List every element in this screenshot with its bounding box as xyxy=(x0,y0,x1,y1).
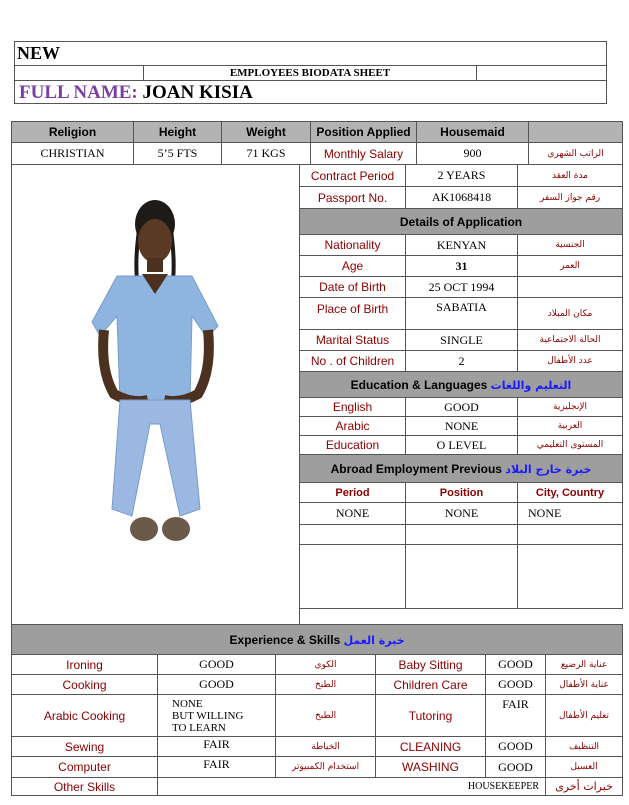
skill-sewing-arabic: الخياطة xyxy=(276,737,376,757)
skill-sewing-label: Sewing xyxy=(12,737,158,757)
skill-cooking-label: Cooking xyxy=(12,675,158,695)
education-value: O LEVEL xyxy=(406,436,518,455)
header-block xyxy=(14,41,607,104)
contract-period-value: 2 YEARS xyxy=(406,165,518,187)
contract-period-label: Contract Period xyxy=(300,165,406,187)
education-title-arabic: التعليم واللغات xyxy=(490,378,572,392)
skill-tutoring-value: FAIR xyxy=(486,695,546,737)
english-arabic: الإنجليزية xyxy=(518,398,623,417)
abroad-position-value: NONE xyxy=(406,503,518,525)
education-label: Education xyxy=(300,436,406,455)
arabic-value: NONE xyxy=(406,417,518,436)
education-section-title xyxy=(300,372,623,398)
age-value: 31 xyxy=(406,256,518,277)
skill-baby-sitting-label: Baby Sitting xyxy=(376,655,486,675)
details-section-title: Details of Application xyxy=(300,209,623,235)
experience-section-title xyxy=(12,625,623,655)
status-label: NEW xyxy=(17,43,61,63)
abroad-city-value: NONE xyxy=(518,503,623,525)
experience-title: Experience & Skills xyxy=(229,632,341,647)
contract-value: 900 xyxy=(417,143,529,165)
age-arabic: العمر xyxy=(518,256,623,277)
skill-ironing-arabic: الكوي xyxy=(276,655,376,675)
abroad-position-header: Position xyxy=(406,483,518,503)
place-of-birth-value: SABATIA xyxy=(406,298,518,330)
top-info-table xyxy=(11,121,623,165)
skill-computer-value: FAIR xyxy=(158,757,276,778)
sheet-title: EMPLOYEES BIODATA SHEET xyxy=(229,67,391,79)
arabic-label: Arabic xyxy=(300,417,406,436)
arabic-arabic: العربية xyxy=(518,417,623,436)
other-skills-arabic: خبرات أخرى xyxy=(546,778,623,796)
height-header: Height xyxy=(134,122,222,143)
contract-arabic: الراتب الشهري xyxy=(529,143,623,165)
passport-value: AK1068418 xyxy=(406,187,518,209)
skill-cleaning-arabic: التنظيف xyxy=(546,737,623,757)
contract-table xyxy=(299,164,623,609)
skill-cooking-arabic: الطبخ xyxy=(276,675,376,695)
abroad-period-value: NONE xyxy=(300,503,406,525)
height-value: 5’5 FTS xyxy=(134,143,222,165)
place-of-birth-label: Place of Birth xyxy=(300,298,406,330)
employee-photo xyxy=(12,164,299,624)
weight-header: Weight xyxy=(222,122,311,143)
education-title: Education & Languages xyxy=(350,377,488,392)
experience-title-arabic: خبرة العمل xyxy=(343,633,405,647)
children-label: No . of Children xyxy=(300,351,406,372)
english-label: English xyxy=(300,398,406,417)
marital-status-value: SINGLE xyxy=(406,330,518,351)
skill-ironing-value: GOOD xyxy=(158,655,276,675)
skill-ironing-label: Ironing xyxy=(12,655,158,675)
skill-cleaning-value: GOOD xyxy=(486,737,546,757)
passport-arabic: رقم جواز السفر xyxy=(518,187,623,209)
abroad-title: Abroad Employment Previous xyxy=(330,461,502,476)
other-skills-value: HOUSEKEEPER xyxy=(158,778,546,796)
abroad-period-header: Period xyxy=(300,483,406,503)
dob-value: 25 OCT 1994 xyxy=(406,277,518,298)
skill-children-care-label: Children Care xyxy=(376,675,486,695)
skill-cooking-value: GOOD xyxy=(158,675,276,695)
skill-tutoring-label: Tutoring xyxy=(376,695,486,737)
skill-washing-value: GOOD xyxy=(486,757,546,778)
skill-computer-label: Computer xyxy=(12,757,158,778)
skill-arabic-cooking-label: Arabic Cooking xyxy=(12,695,158,737)
abroad-city-header: City, Country xyxy=(518,483,623,503)
skill-computer-arabic: استخدام الكمبيوتر xyxy=(276,757,376,778)
nationality-value: KENYAN xyxy=(406,235,518,256)
passport-label: Passport No. xyxy=(300,187,406,209)
status-row xyxy=(15,42,606,66)
full-name-label: FULL NAME: xyxy=(19,82,138,103)
marital-status-label: Marital Status xyxy=(300,330,406,351)
skill-arabic-cooking-value: NONE BUT WILLING TO LEARN xyxy=(158,695,276,737)
skill-children-care-arabic: عناية الأطفال xyxy=(546,675,623,695)
title-row xyxy=(15,66,606,81)
skill-arabic-cooking-arabic: الطبخ xyxy=(276,695,376,737)
skill-baby-sitting-value: GOOD xyxy=(486,655,546,675)
skill-cleaning-label: CLEANING xyxy=(376,737,486,757)
religion-value: CHRISTIAN xyxy=(12,143,134,165)
english-value: GOOD xyxy=(406,398,518,417)
age-label: Age xyxy=(300,256,406,277)
weight-value: 71 KGS xyxy=(222,143,311,165)
other-skills-label: Other Skills xyxy=(12,778,158,796)
skill-children-care-value: GOOD xyxy=(486,675,546,695)
religion-header: Religion xyxy=(12,122,134,143)
skill-baby-sitting-arabic: عناية الرضيع xyxy=(546,655,623,675)
education-arabic: المستوى التعليمي xyxy=(518,436,623,455)
nationality-label: Nationality xyxy=(300,235,406,256)
abroad-title-arabic: خبرة خارج البلاد xyxy=(505,462,592,476)
position-applied-header: Position Applied xyxy=(311,122,417,143)
full-name-row xyxy=(19,82,599,104)
marital-status-arabic: الحالة الاجتماعية xyxy=(518,330,623,351)
photo-area xyxy=(11,164,300,625)
dob-arabic xyxy=(518,277,623,298)
nationality-arabic: الجنسية xyxy=(518,235,623,256)
place-of-birth-arabic: مكان الميلاد xyxy=(518,298,623,330)
children-arabic: عدد الأطفال xyxy=(518,351,623,372)
abroad-section-title xyxy=(300,455,623,483)
dob-label: Date of Birth xyxy=(300,277,406,298)
position-value: Housemaid xyxy=(417,122,529,143)
full-name-value: JOAN KISIA xyxy=(142,82,253,103)
skill-washing-arabic: الغسيل xyxy=(546,757,623,778)
experience-table xyxy=(11,624,623,796)
contract-label: Monthly Salary xyxy=(311,143,417,165)
children-value: 2 xyxy=(406,351,518,372)
skill-washing-label: WASHING xyxy=(376,757,486,778)
contract-period-arabic: مدة العقد xyxy=(518,165,623,187)
skill-sewing-value: FAIR xyxy=(158,737,276,757)
skill-tutoring-arabic: تعليم الأطفال xyxy=(546,695,623,737)
